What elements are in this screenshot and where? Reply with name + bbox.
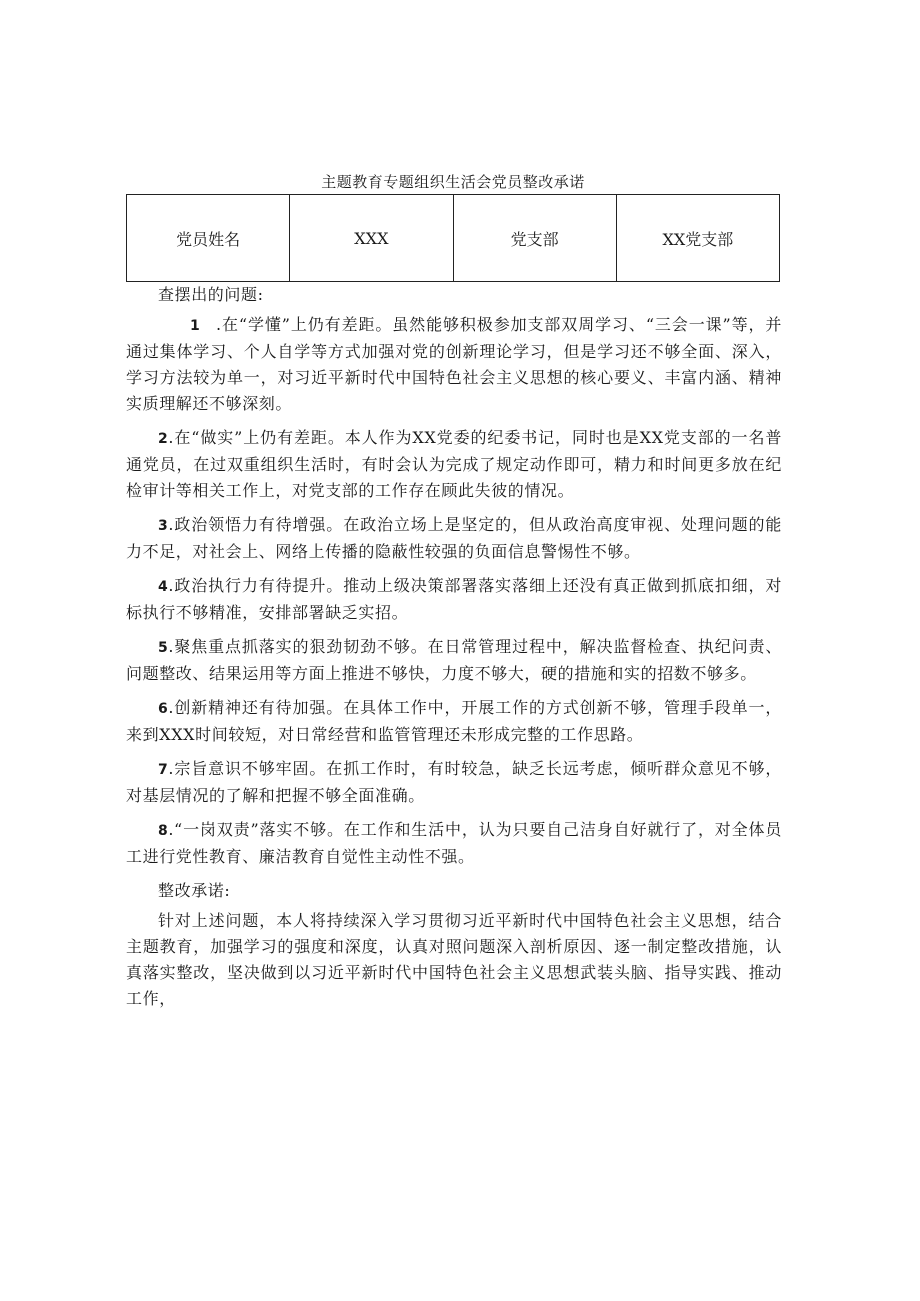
problem-item bbox=[126, 634, 782, 687]
problem-number: 6 bbox=[158, 701, 169, 717]
problems-heading: 查摆出的问题: bbox=[158, 285, 264, 304]
commitment-heading: 整改承诺: bbox=[158, 881, 231, 900]
problem-text: .“一岗双责”落实不够。在工作和生活中，认为只要自己洁身自好就行了，对全体员工进行党性教育、廉洁教育自觉性主动性不强。 bbox=[126, 820, 782, 866]
problem-number: 1 bbox=[190, 318, 201, 334]
problem-item bbox=[126, 512, 782, 565]
problem-number: 4 bbox=[158, 579, 169, 595]
problem-item bbox=[126, 312, 782, 417]
table-row bbox=[127, 195, 780, 282]
problem-text: .聚焦重点抓落实的狠劲韧劲不够。在日常管理过程中，解决监督检查、执纪问责、问题整改、结果运用等方面上推进不够快，力度不够大，硬的措施和实的招数不够多。 bbox=[126, 637, 782, 683]
document-body bbox=[126, 282, 782, 1020]
branch-label-cell: 党支部 bbox=[453, 195, 616, 282]
problem-number: 8 bbox=[158, 823, 169, 839]
problem-number: 2 bbox=[158, 431, 169, 447]
document-title: 主题教育专题组织生活会党员整改承诺 bbox=[321, 173, 585, 191]
commitment-text: 针对上述问题，本人将持续深入学习贯彻习近平新时代中国特色社会主义思想，结合主题教育，加强学习的强度和深度，认真对照问题深入剖析原因、逐一制定整改措施，认真落实整改，坚决做到以习近平新时代中国特色社会主义思想武装头脑、指导实践、推动工作， bbox=[126, 911, 782, 1008]
problem-number: 7 bbox=[158, 762, 169, 778]
problem-text: .政治执行力有待提升。推动上级决策部署落实落细上还没有真正做到抓底扣细，对标执行不够精准，安排部署缺乏实招。 bbox=[126, 576, 782, 622]
problem-item bbox=[126, 695, 782, 748]
problem-item bbox=[126, 425, 782, 504]
problem-item bbox=[126, 573, 782, 626]
problem-text: .在“学懂”上仍有差距。虽然能够积极参加支部双周学习、“三会一课”等，并通过集体学习、个人自学等方式加强对党的创新理论学习，但是学习还不够全面、深入，学习方法较为单一，对习近平新时代中国特色社会主义思想的核心要义、丰富内涵、精神实质理解还不够深刻。 bbox=[126, 315, 782, 413]
problem-text: .在“做实”上仍有差距。本人作为XX党委的纪委书记，同时也是XX党支部的一名普通党员，在过双重组织生活时，有时会认为完成了规定动作即可，精力和时间更多放在纪检审计等相关工作上，对党支部的工作存在顾此失彼的情况。 bbox=[126, 428, 782, 500]
member-info-table bbox=[126, 194, 780, 282]
problem-number: 5 bbox=[158, 640, 169, 656]
branch-value-cell: XX党支部 bbox=[616, 195, 779, 282]
problem-text: .政治领悟力有待增强。在政治立场上是坚定的，但从政治高度审视、处理问题的能力不足，对社会上、网络上传播的隐蔽性较强的负面信息警惕性不够。 bbox=[126, 515, 782, 561]
problem-item bbox=[126, 817, 782, 870]
name-value-cell: XXX bbox=[290, 195, 453, 282]
problem-text: .宗旨意识不够牢固。在抓工作时，有时较急，缺乏长远考虑，倾听群众意见不够，对基层情况的了解和把握不够全面准确。 bbox=[126, 759, 782, 805]
problem-number: 3 bbox=[158, 518, 169, 534]
problem-text: .创新精神还有待加强。在具体工作中，开展工作的方式创新不够，管理手段单一，来到XXX时间较短，对日常经营和监管管理还未形成完整的工作思路。 bbox=[126, 698, 782, 744]
problem-item bbox=[126, 756, 782, 809]
name-label-cell: 党员姓名 bbox=[127, 195, 290, 282]
